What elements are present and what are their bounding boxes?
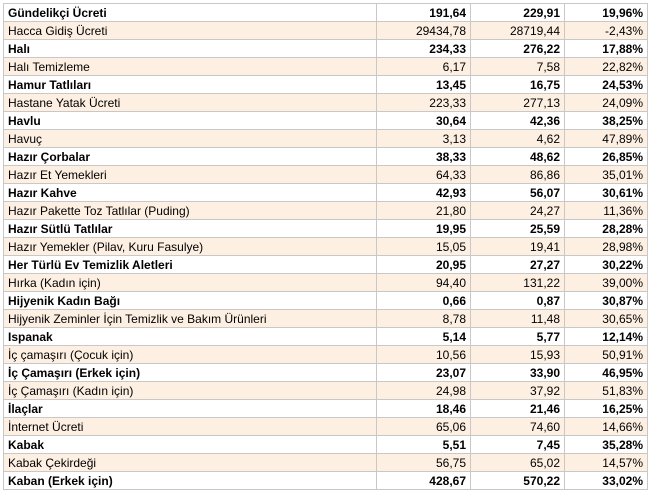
table-row — [4, 220, 648, 238]
table-row — [4, 40, 648, 58]
item-name-cell: Halı — [4, 40, 377, 58]
price-old-cell: 18,46 — [377, 400, 471, 418]
table-row — [4, 328, 648, 346]
table-row — [4, 166, 648, 184]
price-old-cell: 8,78 — [377, 310, 471, 328]
price-old-cell: 5,14 — [377, 328, 471, 346]
price-new-cell: 25,59 — [471, 220, 565, 238]
change-percent-cell: 26,85% — [565, 148, 648, 166]
price-new-cell: 229,91 — [471, 4, 565, 22]
change-percent-cell: 11,36% — [565, 202, 648, 220]
price-old-cell: 42,93 — [377, 184, 471, 202]
change-percent-cell: 14,57% — [565, 454, 648, 472]
item-name-cell: Havuç — [4, 130, 377, 148]
price-new-cell: 37,92 — [471, 382, 565, 400]
table-row — [4, 346, 648, 364]
table-row — [4, 364, 648, 382]
change-percent-cell: 17,88% — [565, 40, 648, 58]
price-old-cell: 94,40 — [377, 274, 471, 292]
change-percent-cell: 47,89% — [565, 130, 648, 148]
price-new-cell: 21,46 — [471, 400, 565, 418]
item-name-cell: Hazır Kahve — [4, 184, 377, 202]
item-name-cell: Kaban (Erkek için) — [4, 472, 377, 490]
change-percent-cell: 46,95% — [565, 364, 648, 382]
table-row — [4, 256, 648, 274]
item-name-cell: Hazır Yemekler (Pilav, Kuru Fasulye) — [4, 238, 377, 256]
table-row — [4, 202, 648, 220]
table-row — [4, 436, 648, 454]
price-new-cell: 15,93 — [471, 346, 565, 364]
change-percent-cell: 39,00% — [565, 274, 648, 292]
table-row — [4, 400, 648, 418]
price-new-cell: 56,07 — [471, 184, 565, 202]
price-new-cell: 33,90 — [471, 364, 565, 382]
price-old-cell: 23,07 — [377, 364, 471, 382]
item-name-cell: Kabak Çekirdeği — [4, 454, 377, 472]
change-percent-cell: 28,98% — [565, 238, 648, 256]
price-new-cell: 7,45 — [471, 436, 565, 454]
change-percent-cell: 24,53% — [565, 76, 648, 94]
price-new-cell: 276,22 — [471, 40, 565, 58]
item-name-cell: Hazır Et Yemekleri — [4, 166, 377, 184]
table-row — [4, 112, 648, 130]
price-old-cell: 64,33 — [377, 166, 471, 184]
price-new-cell: 277,13 — [471, 94, 565, 112]
price-old-cell: 0,66 — [377, 292, 471, 310]
price-old-cell: 428,67 — [377, 472, 471, 490]
price-new-cell: 48,62 — [471, 148, 565, 166]
change-percent-cell: 35,01% — [565, 166, 648, 184]
change-percent-cell: 30,87% — [565, 292, 648, 310]
table-row — [4, 310, 648, 328]
item-name-cell: Hijyenik Zeminler İçin Temizlik ve Bakım Ürünleri — [4, 310, 377, 328]
item-name-cell: Hijyenik Kadın Bağı — [4, 292, 377, 310]
price-old-cell: 234,33 — [377, 40, 471, 58]
price-table — [3, 3, 648, 490]
item-name-cell: Hacca Gidiş Ücreti — [4, 22, 377, 40]
price-old-cell: 223,33 — [377, 94, 471, 112]
price-new-cell: 5,77 — [471, 328, 565, 346]
change-percent-cell: 19,96% — [565, 4, 648, 22]
change-percent-cell: 22,82% — [565, 58, 648, 76]
change-percent-cell: 12,14% — [565, 328, 648, 346]
item-name-cell: Hırka (Kadın için) — [4, 274, 377, 292]
price-old-cell: 65,06 — [377, 418, 471, 436]
price-new-cell: 86,86 — [471, 166, 565, 184]
price-old-cell: 19,95 — [377, 220, 471, 238]
item-name-cell: Her Türlü Ev Temizlik Aletleri — [4, 256, 377, 274]
item-name-cell: İç Çamaşırı (Erkek için) — [4, 364, 377, 382]
change-percent-cell: 30,65% — [565, 310, 648, 328]
table-row — [4, 130, 648, 148]
price-new-cell: 74,60 — [471, 418, 565, 436]
table-row — [4, 148, 648, 166]
item-name-cell: Hastane Yatak Ücreti — [4, 94, 377, 112]
table-row — [4, 94, 648, 112]
price-new-cell: 7,58 — [471, 58, 565, 76]
price-new-cell: 28719,44 — [471, 22, 565, 40]
table-row — [4, 472, 648, 490]
table-row — [4, 184, 648, 202]
table-row — [4, 238, 648, 256]
change-percent-cell: 16,25% — [565, 400, 648, 418]
price-old-cell: 10,56 — [377, 346, 471, 364]
table-row — [4, 274, 648, 292]
price-new-cell: 65,02 — [471, 454, 565, 472]
item-name-cell: Ispanak — [4, 328, 377, 346]
price-old-cell: 15,05 — [377, 238, 471, 256]
change-percent-cell: -2,43% — [565, 22, 648, 40]
price-new-cell: 11,48 — [471, 310, 565, 328]
item-name-cell: İç Çamaşırı (Kadın için) — [4, 382, 377, 400]
table-row — [4, 58, 648, 76]
item-name-cell: İnternet Ücreti — [4, 418, 377, 436]
price-old-cell: 13,45 — [377, 76, 471, 94]
price-new-cell: 4,62 — [471, 130, 565, 148]
change-percent-cell: 30,22% — [565, 256, 648, 274]
item-name-cell: Hamur Tatlıları — [4, 76, 377, 94]
price-new-cell: 16,75 — [471, 76, 565, 94]
table-row — [4, 382, 648, 400]
table-row — [4, 454, 648, 472]
price-new-cell: 24,27 — [471, 202, 565, 220]
item-name-cell: Hazır Sütlü Tatlılar — [4, 220, 377, 238]
price-new-cell: 0,87 — [471, 292, 565, 310]
price-old-cell: 191,64 — [377, 4, 471, 22]
price-old-cell: 56,75 — [377, 454, 471, 472]
item-name-cell: İlaçlar — [4, 400, 377, 418]
item-name-cell: Havlu — [4, 112, 377, 130]
price-new-cell: 27,27 — [471, 256, 565, 274]
change-percent-cell: 28,28% — [565, 220, 648, 238]
change-percent-cell: 33,02% — [565, 472, 648, 490]
table-row — [4, 4, 648, 22]
change-percent-cell: 50,91% — [565, 346, 648, 364]
change-percent-cell: 24,09% — [565, 94, 648, 112]
price-old-cell: 30,64 — [377, 112, 471, 130]
table-row — [4, 418, 648, 436]
change-percent-cell: 35,28% — [565, 436, 648, 454]
table-row — [4, 292, 648, 310]
change-percent-cell: 14,66% — [565, 418, 648, 436]
change-percent-cell: 38,25% — [565, 112, 648, 130]
price-new-cell: 570,22 — [471, 472, 565, 490]
item-name-cell: İç çamaşırı (Çocuk için) — [4, 346, 377, 364]
price-new-cell: 131,22 — [471, 274, 565, 292]
change-percent-cell: 30,61% — [565, 184, 648, 202]
price-old-cell: 29434,78 — [377, 22, 471, 40]
price-old-cell: 3,13 — [377, 130, 471, 148]
item-name-cell: Gündelikçi Ücreti — [4, 4, 377, 22]
change-percent-cell: 51,83% — [565, 382, 648, 400]
price-table-body — [4, 4, 648, 490]
price-old-cell: 6,17 — [377, 58, 471, 76]
item-name-cell: Hazır Pakette Toz Tatlılar (Puding) — [4, 202, 377, 220]
price-table-container — [3, 3, 647, 490]
price-old-cell: 5,51 — [377, 436, 471, 454]
item-name-cell: Halı Temizleme — [4, 58, 377, 76]
price-old-cell: 21,80 — [377, 202, 471, 220]
price-old-cell: 38,33 — [377, 148, 471, 166]
price-old-cell: 24,98 — [377, 382, 471, 400]
price-old-cell: 20,95 — [377, 256, 471, 274]
item-name-cell: Hazır Çorbalar — [4, 148, 377, 166]
table-row — [4, 76, 648, 94]
table-row — [4, 22, 648, 40]
price-new-cell: 19,41 — [471, 238, 565, 256]
item-name-cell: Kabak — [4, 436, 377, 454]
price-new-cell: 42,36 — [471, 112, 565, 130]
